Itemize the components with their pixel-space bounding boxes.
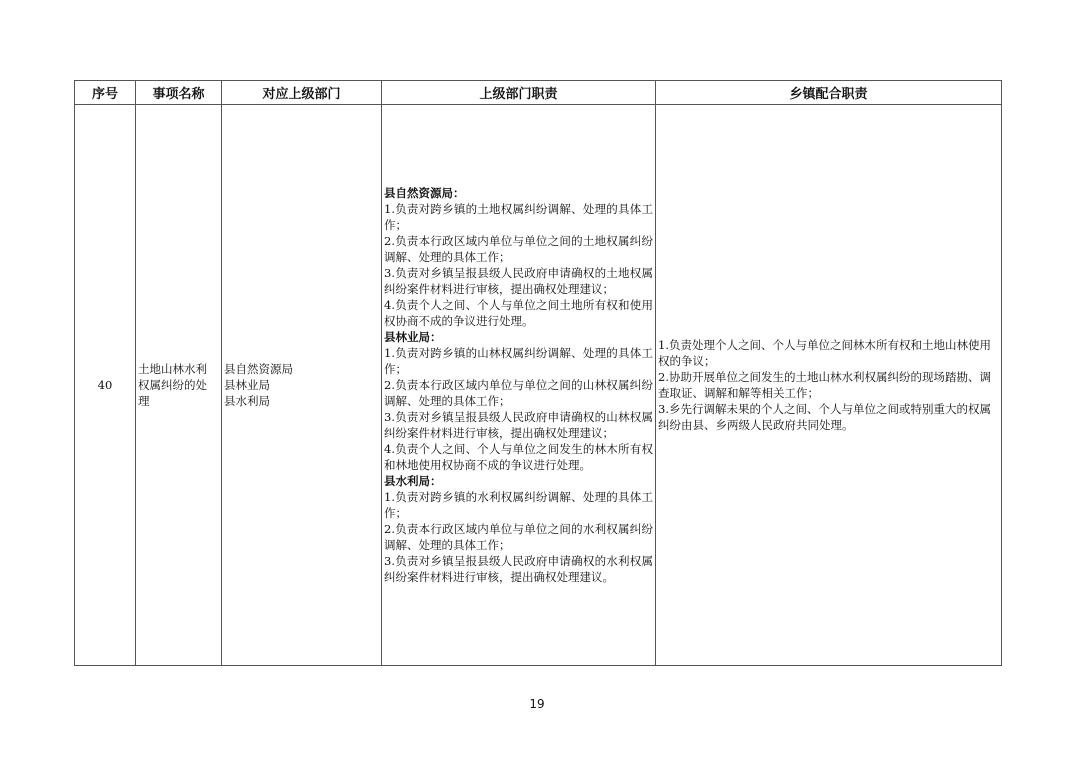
duty-item: 1.负责对跨乡镇的山林权属纠纷调解、处理的具体工作；	[384, 346, 653, 376]
duty-item: 1.负责对跨乡镇的水利权属纠纷调解、处理的具体工作；	[384, 490, 653, 520]
duty-item: 2.负责本行政区域内单位与单位之间的山林权属纠纷调解、处理的具体工作；	[384, 378, 653, 408]
duty-item: 3.负责对乡镇呈报县级人民政府申请确权的水利权属纠纷案件材料进行审核，提出确权处理建议。	[384, 554, 653, 584]
header-department: 对应上级部门	[222, 81, 382, 105]
town-duty-item: 2.协助开展单位之间发生的土地山林水利权属纠纷的现场踏勘、调查取证、调解和解等相关工作；	[658, 370, 991, 400]
duty-heading: 县水利局：	[384, 474, 442, 488]
duty-item: 2.负责本行政区域内单位与单位之间的土地权属纠纷调解、处理的具体工作；	[384, 234, 653, 264]
header-row	[75, 81, 1002, 105]
duty-item: 3.负责对乡镇呈报县级人民政府申请确权的山林权属纠纷案件材料进行审核，提出确权处理建议；	[384, 410, 653, 440]
header-town-duty: 乡镇配合职责	[656, 81, 1002, 105]
duty-item: 1.负责对跨乡镇的土地权属纠纷调解、处理的具体工作；	[384, 202, 653, 232]
header-item-name: 事项名称	[136, 81, 222, 105]
item-name	[136, 105, 222, 666]
department-item: 县自然资源局	[224, 362, 293, 376]
row-number: 40	[75, 105, 136, 666]
town-duty-item: 3.乡先行调解未果的个人之间、个人与单位之间或特别重大的权属纠纷由县、乡两级人民政府共同处理。	[658, 402, 991, 432]
duty-item: 3.负责对乡镇呈报县级人民政府申请确权的土地权属纠纷案件材料进行审核，提出确权处理建议；	[384, 266, 653, 296]
item-name-line-3: 理	[138, 394, 150, 408]
department-list	[222, 105, 382, 666]
department-item: 县水利局	[224, 394, 270, 408]
header-upper-duty: 上级部门职责	[382, 81, 656, 105]
upper-duty-cell	[382, 105, 656, 666]
duty-heading: 县自然资源局：	[384, 186, 465, 200]
duty-item: 4.负责个人之间、个人与单位之间土地所有权和使用权协商不成的争议进行处理。	[384, 298, 653, 328]
department-item: 县林业局	[224, 378, 270, 392]
header-no: 序号	[75, 81, 136, 105]
page-number: 19	[529, 697, 545, 711]
town-duty-item: 1.负责处理个人之间、个人与单位之间林木所有权和土地山林使用权的争议；	[658, 338, 991, 368]
table-row	[75, 105, 1002, 666]
duty-heading: 县林业局：	[384, 330, 442, 344]
item-name-line-2: 权属纠纷的处	[138, 378, 207, 392]
duty-item: 2.负责本行政区域内单位与单位之间的水利权属纠纷调解、处理的具体工作；	[384, 522, 653, 552]
town-duty-cell	[656, 105, 1002, 666]
duty-table	[74, 80, 1002, 666]
item-name-line-1: 土地山林水利	[138, 362, 207, 376]
duty-item: 4.负责个人之间、个人与单位之间发生的林木所有权和林地使用权协商不成的争议进行处理。	[384, 442, 653, 472]
